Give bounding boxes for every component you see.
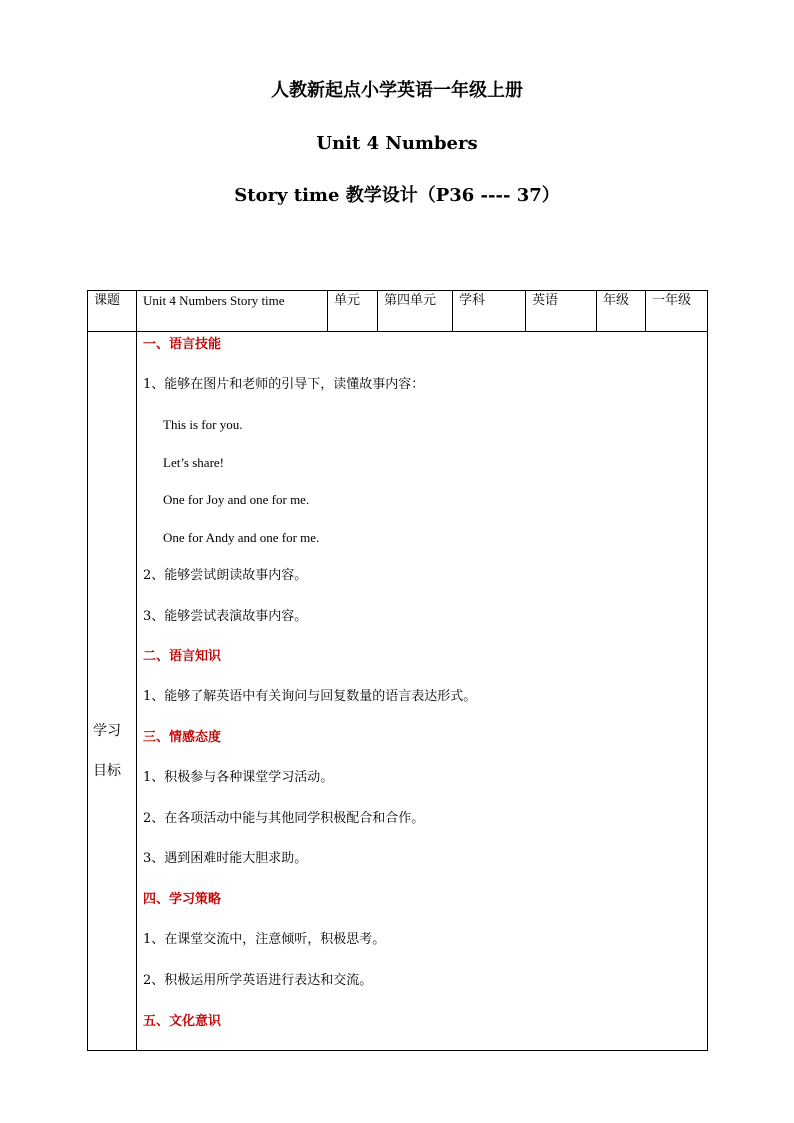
objectives-label-line1: 学习 [93,723,121,739]
header-text: 英语 [532,293,559,308]
header-cell-subject-label [453,291,526,332]
section-heading: 二、语言知识 [143,649,222,664]
content-line: 2、积极运用所学英语进行表达和交流。 [143,973,373,988]
document-title: 人教新起点小学英语一年级上册 [271,80,523,101]
header-text: 一年级 [652,293,692,308]
objectives-content-cell [137,332,708,1051]
section-heading: 四、学习策略 [143,892,222,907]
header-text: 单元 [334,293,361,308]
lesson-title: Story time 教学设计（P36 ---- 37） [234,185,560,206]
content-line: 1、能够了解英语中有关询问与回复数量的语言表达形式。 [143,689,477,704]
content-line: One for Joy and one for me. [163,492,310,507]
section-heading: 一、语言技能 [143,337,222,352]
content-line: 1、能够在图片和老师的引导下，读懂故事内容： [143,377,425,392]
header-cell-subject-value [526,291,597,332]
content-line: One for Andy and one for me. [163,530,320,545]
content-line: 3、能够尝试表演故事内容。 [143,609,308,624]
header-cell-grade-label [597,291,646,332]
content-line: 2、能够尝试朗读故事内容。 [143,568,308,583]
objectives-label-cell [88,332,137,1051]
header-text: 第四单元 [384,293,437,308]
header-text: 学科 [459,293,486,308]
header-cell-topic-label [88,291,137,332]
objectives-row [88,332,708,1051]
content-line: 3、遇到困难时能大胆求助。 [143,851,308,866]
header-cell-grade-value [646,291,708,332]
header-text: 课题 [94,293,121,308]
header-text: Unit 4 Numbers Story time [143,293,285,308]
content-line: 1、在课堂交流中，注意倾听，积极思考。 [143,932,386,947]
header-cell-unit-label [328,291,378,332]
header-text: 年级 [603,293,630,308]
unit-title: Unit 4 Numbers [316,133,478,154]
header-cell-unit-value [378,291,453,332]
header-row [88,291,708,332]
content-line: 1、积极参与各种课堂学习活动。 [143,770,334,785]
content-line: 2、在各项活动中能与其他同学积极配合和合作。 [143,811,425,826]
objectives-label-line2: 目标 [93,763,121,779]
section-heading: 三、情感态度 [143,730,222,745]
header-cell-topic-value [137,291,328,332]
content-line: This is for you. [163,417,243,432]
content-line: Let’s share! [163,455,225,470]
section-heading: 五、文化意识 [143,1014,222,1029]
lesson-plan-table [87,290,708,1051]
